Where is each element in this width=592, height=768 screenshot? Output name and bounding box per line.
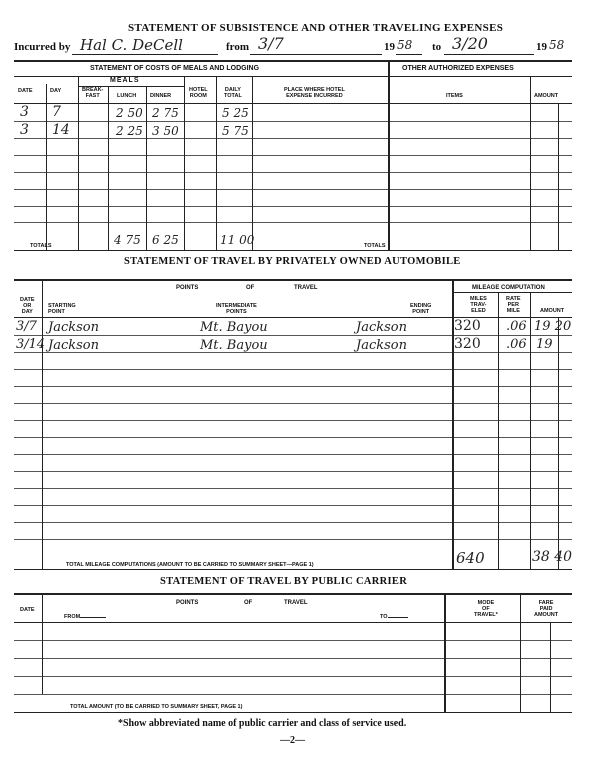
- carrier-row-line: [14, 658, 572, 659]
- carrier-of: OF: [244, 600, 253, 606]
- auto-col-end: ENDING POINT: [410, 303, 432, 315]
- meals-row-1-day[interactable]: 7: [52, 104, 61, 120]
- year-prefix-2: 19: [536, 41, 547, 53]
- page-number: —2—: [280, 735, 305, 746]
- carrier-bottom-border: [14, 712, 572, 713]
- carrier-vline-divider: [444, 593, 446, 712]
- auto-vline: [498, 292, 499, 569]
- auto-row-1-date[interactable]: 3/7: [16, 319, 37, 334]
- mileage-rule: [452, 292, 572, 293]
- auto-col-start: STARTING POINT: [48, 303, 76, 315]
- auto-row-2-amount[interactable]: 19: [536, 337, 553, 352]
- auto-bottom-border: [14, 569, 572, 570]
- auto-travel: TRAVEL: [294, 285, 318, 291]
- auto-total-label: TOTAL MILEAGE COMPUTATIONS (AMOUNT TO BE CARRIED TO SUMMARY SHEET—PAGE 1): [66, 562, 314, 568]
- meals-row-line: [14, 155, 572, 156]
- year-value-1[interactable]: 58: [397, 38, 413, 52]
- auto-total-miles[interactable]: 640: [456, 549, 485, 567]
- meals-vline-divider: [388, 60, 390, 250]
- form-title: STATEMENT OF SUBSISTENCE AND OTHER TRAVELING EXPENSES: [128, 22, 504, 34]
- other-totals-label: TOTALS: [364, 243, 386, 249]
- meals-row-line: [14, 172, 572, 173]
- col-daily-total: DAILY TOTAL: [224, 87, 242, 99]
- auto-row-line: [14, 437, 572, 438]
- meals-vline: [530, 76, 531, 250]
- auto-row-1-rate[interactable]: .06: [506, 319, 527, 334]
- col-lunch: LUNCH: [117, 93, 137, 99]
- auto-vline: [42, 279, 43, 569]
- incurred-label: Incurred by: [14, 41, 71, 53]
- to-value[interactable]: 3/20: [452, 34, 488, 53]
- auto-row-1-intermediate[interactable]: Mt. Bayou: [200, 320, 268, 335]
- auto-of: OF: [246, 285, 255, 291]
- carrier-row-line: [14, 676, 572, 677]
- auto-row-line: [14, 386, 572, 387]
- auto-total-amount[interactable]: 38 40: [532, 549, 573, 565]
- from-label: from: [226, 41, 250, 53]
- meals-vline: [252, 76, 253, 250]
- meals-row-2-date[interactable]: 3: [20, 122, 29, 138]
- auto-col-rate: RATE PER MILE: [506, 296, 521, 314]
- from-value[interactable]: 3/7: [258, 34, 284, 53]
- carrier-to: TO: [380, 614, 408, 620]
- auto-row-2-rate[interactable]: .06: [506, 337, 527, 352]
- meals-group-header: MEALS: [110, 77, 140, 84]
- meals-row-line: [14, 138, 572, 139]
- col-amount: AMOUNT: [534, 93, 559, 99]
- auto-col-amount: AMOUNT: [540, 308, 565, 314]
- carrier-vline: [550, 622, 551, 712]
- carrier-total-label: TOTAL AMOUNT (TO BE CARRIED TO SUMMARY SHEET, PAGE 1): [70, 704, 243, 710]
- auto-row-1-miles[interactable]: 320: [454, 318, 481, 334]
- meals-totals-label: TOTALS: [30, 243, 52, 249]
- meals-row-1-dinner[interactable]: 2 75: [152, 106, 179, 120]
- meals-row-2-total[interactable]: 5 75: [222, 124, 249, 138]
- carrier-col-fare: FARE PAID AMOUNT: [534, 600, 559, 618]
- col-breakfast: BREAK- FAST: [82, 87, 104, 99]
- auto-row-line: [14, 471, 572, 472]
- carrier-from: FROM: [64, 614, 106, 620]
- auto-row-line: [14, 420, 572, 421]
- col-date: DATE: [18, 88, 33, 94]
- auto-vline: [558, 317, 559, 569]
- auto-row-line: [14, 403, 572, 404]
- meals-title-rule: [14, 76, 572, 77]
- col-hotel-room: HOTEL ROOM: [189, 87, 208, 99]
- auto-header-rule: [14, 317, 572, 318]
- carrier-points: POINTS: [176, 600, 199, 606]
- meals-totals-dinner[interactable]: 6 25: [152, 233, 179, 247]
- col-place: PLACE WHERE HOTEL EXPENSE INCURRED: [284, 87, 345, 99]
- meals-row-line: [14, 189, 572, 190]
- carrier-top-border: [14, 593, 572, 595]
- meals-row-2-dinner[interactable]: 3 50: [152, 124, 179, 138]
- auto-row-1-start[interactable]: Jackson: [48, 320, 99, 335]
- auto-row-line: [14, 454, 572, 455]
- meals-totals-lunch[interactable]: 4 75: [114, 233, 141, 247]
- from-line: [250, 54, 382, 55]
- auto-row-2-intermediate[interactable]: Mt. Bayou: [200, 338, 268, 353]
- auto-col-miles: MILES TRAV- ELED: [470, 296, 487, 314]
- meals-row-1-lunch[interactable]: 2 50: [116, 106, 143, 120]
- meals-vline: [78, 76, 79, 250]
- meals-header-rule: [14, 103, 572, 104]
- meals-row-2-day[interactable]: 14: [52, 122, 70, 138]
- meals-vline: [46, 84, 47, 250]
- meals-section-title: STATEMENT OF COSTS OF MEALS AND LODGING: [90, 65, 260, 72]
- meals-vline: [146, 86, 147, 250]
- carrier-vline: [520, 593, 521, 712]
- auto-row-2-end[interactable]: Jackson: [356, 338, 407, 353]
- year-value-2[interactable]: 58: [549, 38, 565, 52]
- meals-totals-daily[interactable]: 11 00: [220, 233, 255, 247]
- auto-row-line: [14, 505, 572, 506]
- auto-row-line: [14, 369, 572, 370]
- auto-row-1-end[interactable]: Jackson: [356, 320, 407, 335]
- meals-row-line: [14, 206, 572, 207]
- meals-row-line: [14, 121, 572, 122]
- carrier-header-rule: [14, 622, 572, 623]
- meals-row-line: [14, 222, 572, 223]
- meals-vline: [184, 76, 185, 250]
- meals-vline: [108, 86, 109, 250]
- auto-row-line: [14, 522, 572, 523]
- auto-row-line: [14, 335, 572, 336]
- carrier-vline: [42, 593, 43, 694]
- meals-row-1-total[interactable]: 5 25: [222, 106, 249, 120]
- auto-row-2-date[interactable]: 3/14: [16, 337, 46, 352]
- other-expenses-title: OTHER AUTHORIZED EXPENSES: [402, 65, 514, 72]
- carrier-col-mode: MODE OF TRAVEL*: [474, 600, 498, 618]
- to-line: [444, 54, 534, 55]
- auto-col-intermediate: INTERMEDIATE POINTS: [216, 303, 257, 315]
- carrier-row-line: [14, 694, 572, 695]
- auto-row-line: [14, 539, 572, 540]
- incurred-value[interactable]: Hal C. DeCell: [80, 36, 183, 54]
- mileage-computation: MILEAGE COMPUTATION: [472, 285, 545, 291]
- meals-vline: [558, 103, 559, 250]
- meals-vline: [216, 76, 217, 250]
- meals-row-1-date[interactable]: 3: [20, 104, 29, 120]
- carrier-col-date: DATE: [20, 607, 35, 613]
- auto-row-2-start[interactable]: Jackson: [48, 338, 99, 353]
- year-line-1: [396, 54, 422, 55]
- col-items: ITEMS: [446, 93, 463, 99]
- year-prefix-1: 19: [384, 41, 395, 53]
- col-day: DAY: [50, 88, 62, 94]
- carrier-travel: TRAVEL: [284, 600, 308, 606]
- auto-top-border: [14, 279, 572, 281]
- auto-vline: [530, 292, 531, 569]
- col-dinner: DINNER: [150, 93, 172, 99]
- auto-section-title: STATEMENT OF TRAVEL BY PRIVATELY OWNED AUTOMOBILE: [124, 256, 461, 267]
- auto-row-1-amount[interactable]: 19 20: [534, 319, 572, 334]
- carrier-section-title: STATEMENT OF TRAVEL BY PUBLIC CARRIER: [160, 576, 408, 587]
- auto-row-2-miles[interactable]: 320: [454, 336, 481, 352]
- meals-bottom-border: [14, 250, 572, 251]
- auto-points: POINTS: [176, 285, 199, 291]
- carrier-row-line: [14, 640, 572, 641]
- auto-row-line: [14, 488, 572, 489]
- meals-row-2-lunch[interactable]: 2 25: [116, 124, 143, 138]
- incurred-line: [72, 54, 218, 55]
- meals-top-border: [14, 60, 572, 62]
- auto-col-date: DATE OR DAY: [20, 297, 35, 315]
- to-label: to: [432, 41, 442, 53]
- footer-note: *Show abbreviated name of public carrier and class of service used.: [118, 718, 407, 729]
